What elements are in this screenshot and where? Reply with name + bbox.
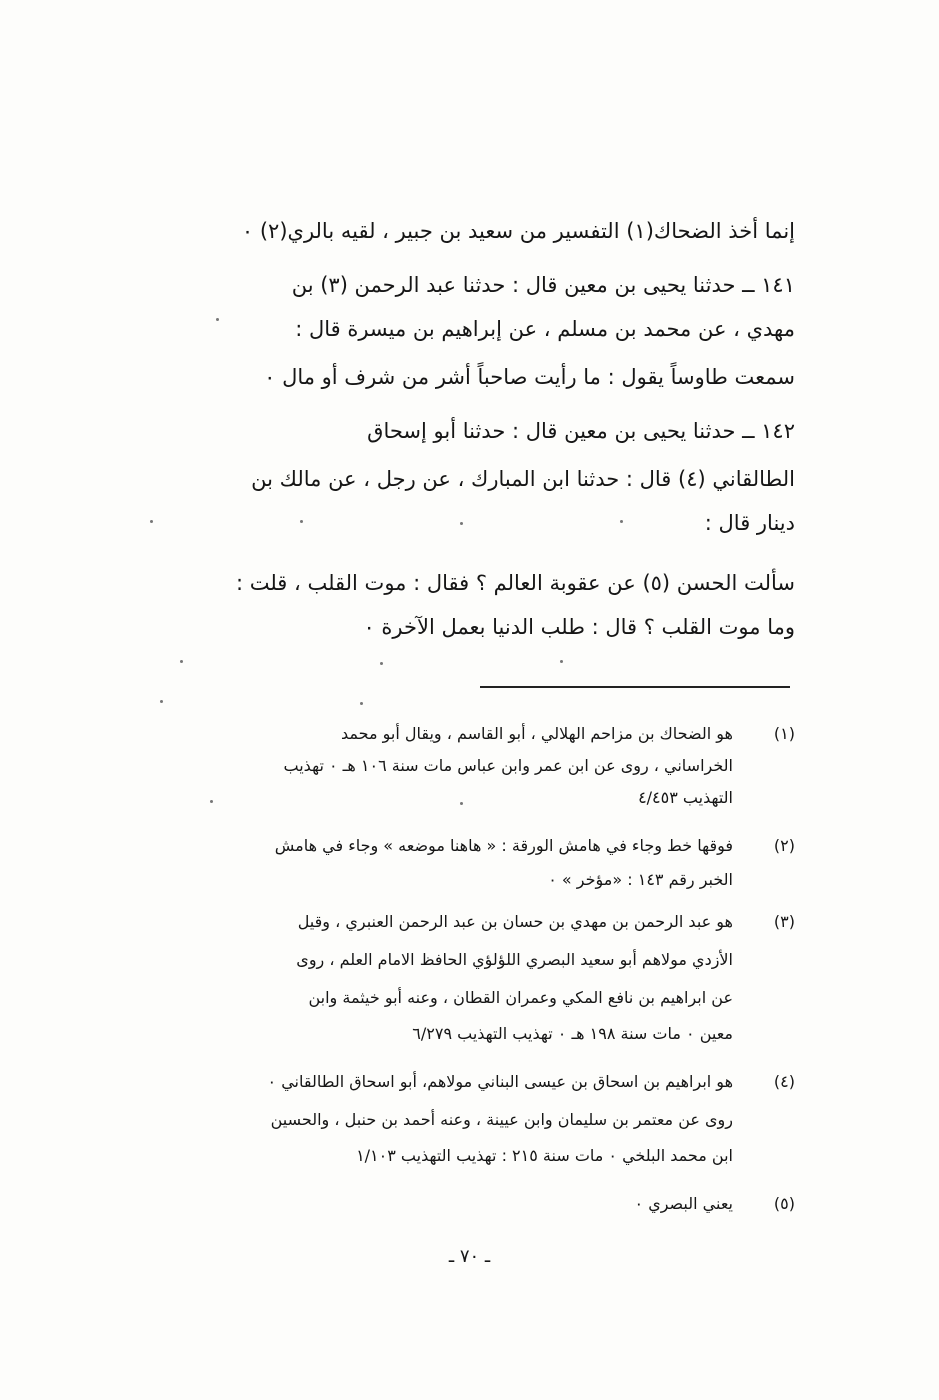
main-line-8: سألت الحسن (٥) عن عقوبة العالم ؟ فقال : موت القلب ، قلت :: [235, 571, 795, 595]
footnote-4-line-1: هو ابراهيم بن اسحاق بن عيسى البناني مولاهم، أبو اسحاق الطالقاني ٠: [267, 1072, 733, 1091]
footnote-3-line-3: عن ابراهيم بن نافع المكي وعمران القطان ، وعنه أبو خيثمة وابن: [308, 988, 733, 1007]
scan-speck: [216, 318, 219, 321]
footnote-1-line-2: الخراساني ، روى عن ابن عمر وابن عباس مات سنة ١٠٦ هـ ٠ تهذيب: [283, 756, 733, 775]
main-line-1: إنما أخذ الضحاك(١) التفسير من سعيد بن جبير ، لقيه بالري(٢) ٠: [241, 219, 795, 243]
scan-speck: [210, 800, 213, 803]
scan-speck: [300, 520, 303, 523]
main-line-7: دينار قال :: [704, 511, 795, 535]
scan-speck: [180, 660, 183, 663]
scan-speck: [380, 662, 383, 665]
scan-speck: [460, 522, 463, 525]
scan-speck: [150, 520, 153, 523]
scan-speck: [360, 702, 363, 705]
footnote-4-number: (٤): [773, 1072, 795, 1091]
footnote-1-number: (١): [773, 724, 795, 743]
main-line-4: سمعت طاوساً يقول : ما رأيت صاحباً أشر من شرف أو مال ٠: [264, 365, 795, 389]
scan-speck: [620, 520, 623, 523]
main-line-2: ١٤١ ــ حدثنا يحيى بن معين قال : حدثنا عبد الرحمن (٣) بن: [291, 273, 795, 297]
footnote-1-line-3: التهذيب ٤/٤٥٣: [638, 788, 733, 807]
footnote-5-number: (٥): [773, 1194, 795, 1213]
scan-speck: [560, 660, 563, 663]
main-line-6: الطالقاني (٤) قال : حدثنا ابن المبارك ، عن رجل ، عن مالك بن: [251, 467, 795, 491]
footnote-3-line-2: الأزدي مولاهم أبو سعيد البصري اللؤلؤي الحافظ الامام العلم ، روى: [296, 950, 733, 969]
scan-speck: [460, 802, 463, 805]
main-line-9: وما موت القلب ؟ قال : طلب الدنيا بعمل الآخرة ٠: [363, 615, 795, 639]
footnote-separator: [480, 686, 790, 688]
footnote-3-line-4: معين ٠ مات سنة ١٩٨ هـ ٠ تهذيب التهذيب ٦/٢٧٩: [412, 1024, 733, 1043]
scan-speck: [160, 700, 163, 703]
footnote-1-line-1: هو الضحاك بن مزاحم الهلالي ، أبو القاسم ، ويقال أبو محمد: [340, 724, 733, 743]
footnote-2-line-2: الخبر رقم ١٤٣ : «مؤخر » ٠: [548, 870, 733, 889]
footnote-4-line-2: روى عن معتمر بن سليمان وابن عيينة ، وعنه أحمد بن حنبل ، والحسين: [270, 1110, 733, 1129]
footnote-3-number: (٣): [773, 912, 795, 931]
main-line-3: مهدي ، عن محمد بن مسلم ، عن إبراهيم بن ميسرة قال :: [295, 317, 795, 341]
footnote-3-line-1: هو عبد الرحمن بن مهدي بن حسان بن عبد الرحمن العنبري ، وقيل: [297, 912, 733, 931]
main-line-5: ١٤٢ ــ حدثنا يحيى بن معين قال : حدثنا أبو إسحاق: [367, 419, 795, 443]
footnote-2-number: (٢): [773, 836, 795, 855]
footnote-4-line-3: ابن محمد البلخي ٠ مات سنة ٢١٥ : تهذيب التهذيب ١/١٠٣: [356, 1146, 733, 1165]
page-number: ـ ٧٠ ـ: [448, 1246, 491, 1267]
footnote-5-line-1: يعني البصري ٠: [634, 1194, 733, 1213]
footnote-2-line-1: فوقها خط وجاء في هامش الورقة : « هاهنا موضعه » وجاء في هامش: [274, 836, 733, 855]
